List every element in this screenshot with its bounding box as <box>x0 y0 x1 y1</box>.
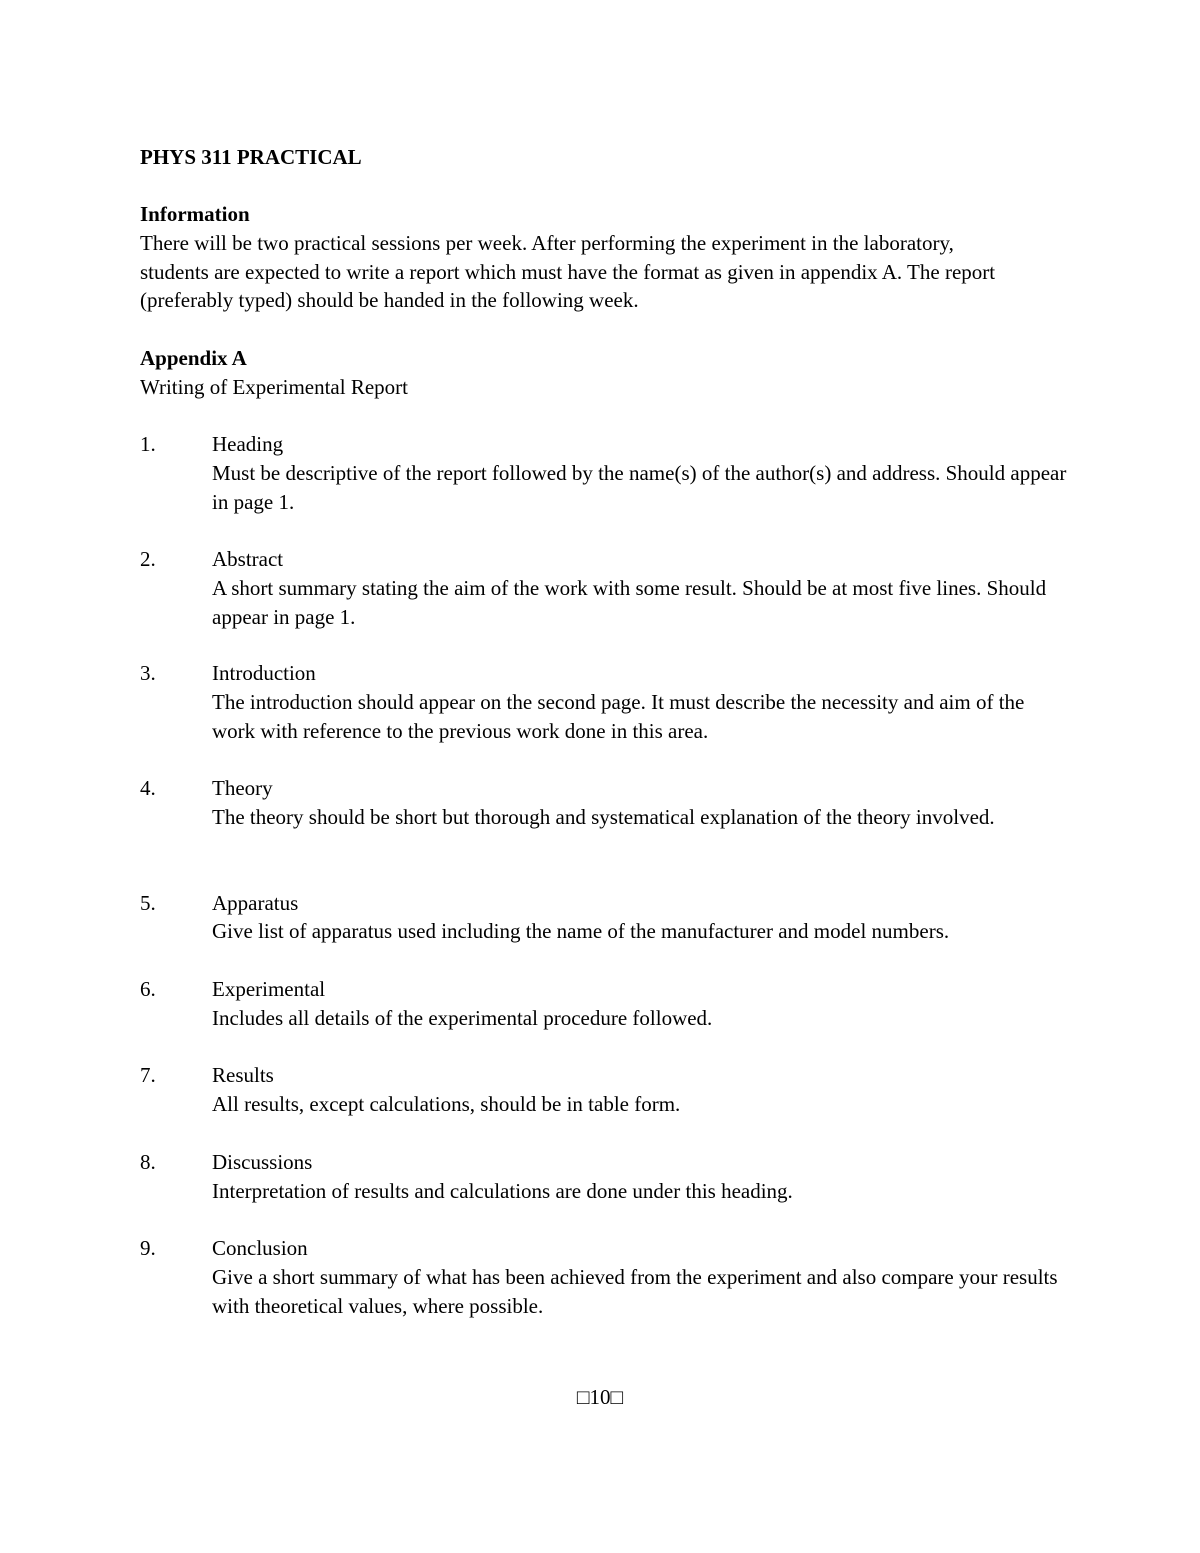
item-title: Heading <box>212 432 284 456</box>
item-number: 7. <box>140 1063 156 1087</box>
item-title: Conclusion <box>212 1236 308 1260</box>
item-title: Abstract <box>212 547 284 571</box>
item-description: Must be descriptive of the report followed by the name(s) of the author(s) and address. Should appear in page 1. <box>212 461 1067 514</box>
item-number: 5. <box>140 891 156 915</box>
page-number: □10□ <box>576 1385 624 1409</box>
item-number: 8. <box>140 1150 156 1174</box>
item-title: Experimental <box>212 977 326 1001</box>
item-title: Discussions <box>212 1150 313 1174</box>
item-description: The introduction should appear on the second page. It must describe the necessity and aim of the work with reference to the previous work done in this area. <box>212 690 1025 743</box>
item-title: Introduction <box>212 661 316 685</box>
item-number: 4. <box>140 776 156 800</box>
appendix-heading: Appendix A <box>140 346 247 370</box>
item-number: 1. <box>140 432 156 456</box>
item-title: Results <box>212 1063 274 1087</box>
item-number: 6. <box>140 977 156 1001</box>
item-title: Theory <box>212 776 273 800</box>
item-number: 9. <box>140 1236 156 1260</box>
item-description: A short summary stating the aim of the work with some result. Should be at most five lines. Should appear in page 1. <box>212 576 1047 629</box>
information-heading: Information <box>140 202 250 226</box>
item-number: 3. <box>140 661 156 685</box>
item-description: All results, except calculations, should be in table form. <box>212 1092 681 1116</box>
item-number: 2. <box>140 547 156 571</box>
appendix-subheading: Writing of Experimental Report <box>140 375 408 399</box>
information-paragraph: There will be two practical sessions per week. After performing the experiment in the laboratory, students are expected to write a report which must have the format as given in appendix A. The report (preferably typed) should be handed in the following week. <box>140 231 996 313</box>
item-description: Give list of apparatus used including the name of the manufacturer and model numbers. <box>212 919 950 943</box>
item-description: The theory should be short but thorough and systematical explanation of the theory involved. <box>212 805 995 829</box>
item-title: Apparatus <box>212 891 299 915</box>
document-title: PHYS 311 PRACTICAL <box>140 145 362 169</box>
item-description: Give a short summary of what has been achieved from the experiment and also compare your results with theoretical values, where possible. <box>212 1265 1058 1318</box>
item-description: Interpretation of results and calculations are done under this heading. <box>212 1179 793 1203</box>
item-description: Includes all details of the experimental procedure followed. <box>212 1006 713 1030</box>
